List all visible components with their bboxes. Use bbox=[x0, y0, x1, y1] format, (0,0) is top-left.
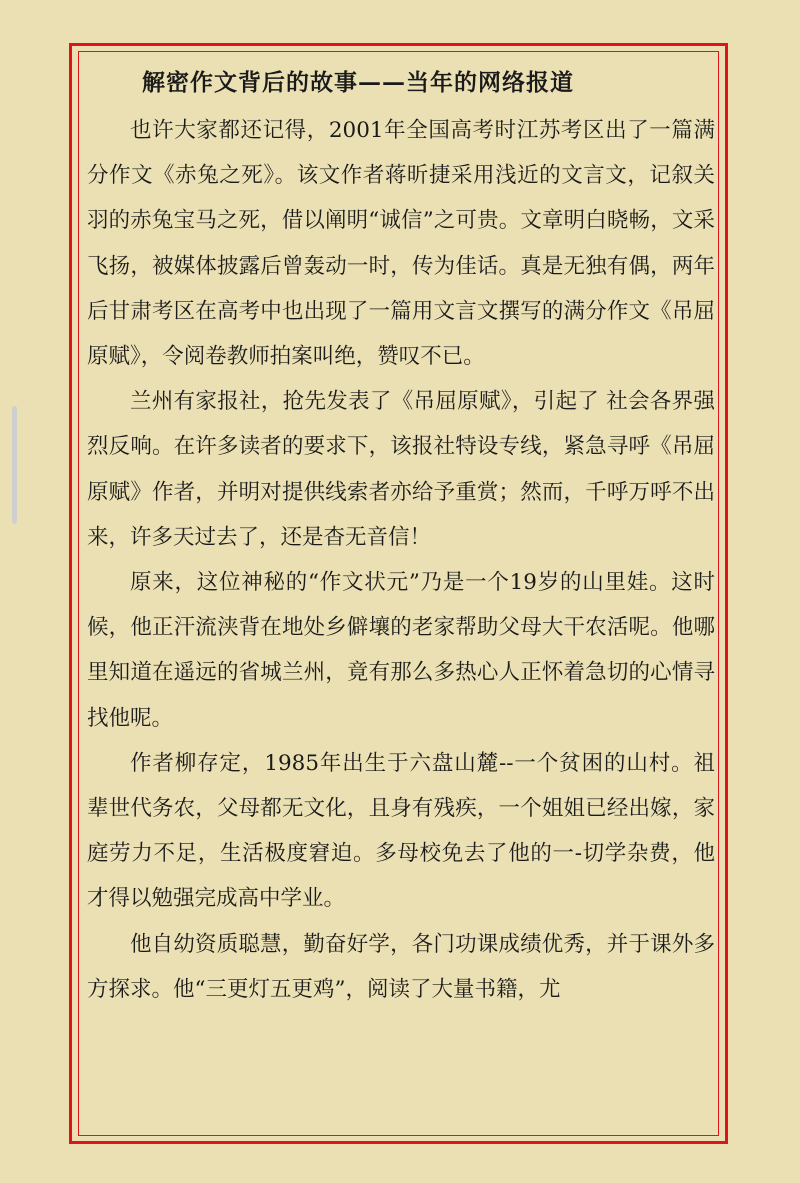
scroll-indicator[interactable] bbox=[12, 406, 17, 524]
paragraph-1: 也许大家都还记得，2001年全国高考时江苏考区出了一篇满分作文《赤兔之死》。该文作者蒋昕捷采用浅近的文言文，记叙关羽的赤兔宝马之死，借以阐明“诚信”之可贵。文章明白晓畅，文采飞扬，被媒体披露后曾轰动一时，传为佳话。真是无独有偶，两年后甘肃考区在高考中也出现了一篇用文言文撰写的满分作文《吊屈原赋》，令阅卷教师拍案叫绝，赞叹不已。 bbox=[87, 118, 715, 370]
article-body bbox=[87, 60, 715, 1012]
paragraph-3: 原来，这位神秘的“作文状元”乃是一个19岁的山里娃。这时候，他正汗流浃背在地处乡僻壤的老家帮助父母大干农活呢。他哪里知道在遥远的省城兰州，竟有那么多热心人正怀着急切的心情寻找他呢。 bbox=[87, 570, 715, 731]
paragraph-5: 他自幼资质聪慧，勤奋好学，各门功课成绩优秀，并于课外多方探求。他“三更灯五更鸡”，阅读了大量书籍，尤 bbox=[87, 931, 715, 1002]
paragraph-4: 作者柳存定，1985年出生于六盘山麓--一个贫困的山村。祖辈世代务农，父母都无文化，且身有残疾，一个姐姐已经出嫁，家庭劳力不足，生活极度窘迫。多母校免去了他的一-切学杂费，他才得以勉强完成高中学业。 bbox=[87, 750, 715, 912]
article-title: 解密作文背后的故事——当年的网络报道 bbox=[142, 69, 574, 96]
paragraph-2: 兰州有家报社，抢先发表了《吊屈原赋》，引起了 社会各界强烈反响。在许多读者的要求下，该报社特设专线，紧急寻呼《吊屈原赋》作者，并明对提供线索者亦给予重赏；然而，千呼万呼不出来，许多天过去了，还是杳无音信！ bbox=[87, 389, 715, 550]
